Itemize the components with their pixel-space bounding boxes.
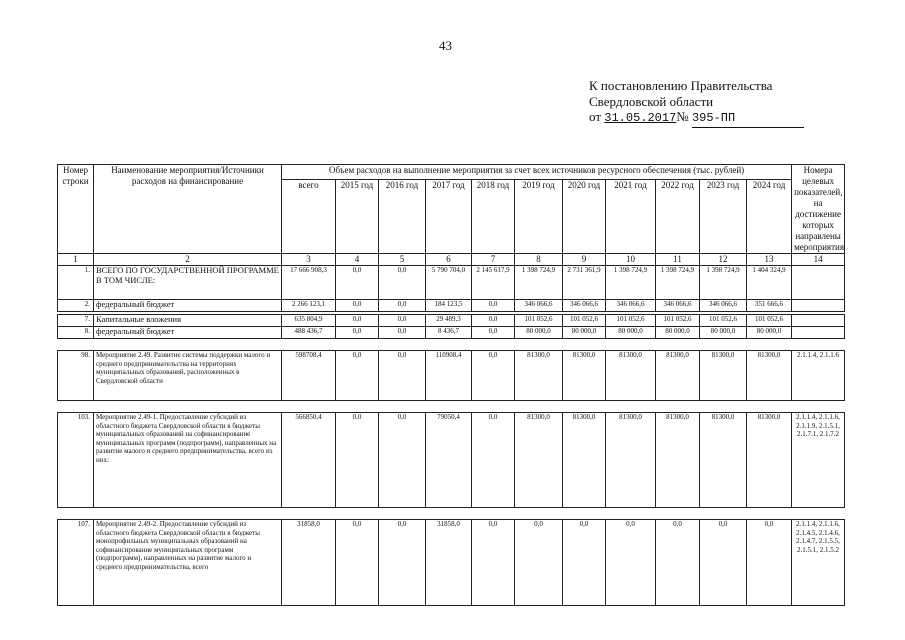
resolution-stamp — [589, 78, 804, 128]
value-cell: 31858,0 — [282, 520, 336, 606]
row-name: Мероприятие 2.49-1. Предоставление субсидий из областного бюджета Свердловской области в бюджеты муниципальных образований на софинансирование муниципальных программ (подпрограмм), направленных на развитие малого и среднего предпринимательства, всего из них: — [94, 413, 282, 508]
col-number: 12 — [700, 254, 747, 266]
col-number: 6 — [426, 254, 472, 266]
number-prefix: № — [676, 109, 692, 124]
value-cell: 101 052,6 — [563, 315, 606, 327]
value-cell: 0,0 — [379, 413, 426, 508]
value-cell: 0,0 — [336, 327, 379, 339]
value-cell: 0,0 — [472, 351, 515, 401]
header-year: 2017 год — [426, 180, 472, 254]
value-cell: 81300,0 — [606, 351, 656, 401]
col-number: 14 — [792, 254, 845, 266]
value-cell: 17 666 908,3 — [282, 266, 336, 300]
col-number: 9 — [563, 254, 606, 266]
row-number: 98. — [58, 351, 94, 401]
value-cell: 2 266 123,1 — [282, 300, 336, 312]
col-number: 3 — [282, 254, 336, 266]
value-cell: 635 804,9 — [282, 315, 336, 327]
value-cell: 101 052,6 — [606, 315, 656, 327]
value-cell: 184 123,5 — [426, 300, 472, 312]
value-cell: 101 052,6 — [515, 315, 563, 327]
row-name: Мероприятие 2.49-2. Предоставление субсидий из областного бюджета Свердловской области в бюджеты монопрофильных муниципальных образований на софинансирование муниципальных программ (подпрограмм), направленных на развитие малого и среднего предпринимательства, всего — [94, 520, 282, 606]
header-expenses: Объем расходов на выполнение мероприятия за счет всех источников ресурсного обеспечения (тыс. рублей) — [282, 165, 792, 180]
value-cell: 81300,0 — [656, 351, 700, 401]
col-number: 8 — [515, 254, 563, 266]
row-number: 8. — [58, 327, 94, 339]
col-number: 11 — [656, 254, 700, 266]
value-cell: 81300,0 — [515, 413, 563, 508]
col-number: 2 — [94, 254, 282, 266]
value-cell: 0,0 — [472, 327, 515, 339]
col-number: 1 — [58, 254, 94, 266]
resolution-date: 31.05.2017 — [604, 111, 677, 125]
col-number: 10 — [606, 254, 656, 266]
value-cell: 346 066,6 — [700, 300, 747, 312]
header-targets: Номера целевых показателей, на достижение которых направлены мероприятия — [792, 165, 845, 254]
value-cell: 1 398 724,9 — [656, 266, 700, 300]
value-cell: 346 066,6 — [563, 300, 606, 312]
header-year: 2024 год — [747, 180, 792, 254]
targets-cell — [792, 300, 845, 312]
row-number: 1. — [58, 266, 94, 300]
value-cell: 0,0 — [379, 266, 426, 300]
row-name: федеральный бюджет — [94, 300, 282, 312]
row-name: федеральный бюджет — [94, 327, 282, 339]
value-cell: 81300,0 — [656, 413, 700, 508]
value-cell: 101 052,6 — [747, 315, 792, 327]
col-number: 4 — [336, 254, 379, 266]
row-number: 103. — [58, 413, 94, 508]
row-number: 2. — [58, 300, 94, 312]
value-cell: 81300,0 — [515, 351, 563, 401]
value-cell: 2 145 617,9 — [472, 266, 515, 300]
header-year: 2019 год — [515, 180, 563, 254]
resolution-date-line — [589, 109, 804, 128]
value-cell: 110908,4 — [426, 351, 472, 401]
value-cell: 79050,4 — [426, 413, 472, 508]
value-cell: 346 066,6 — [656, 300, 700, 312]
row-name: Мероприятие 2.49. Развитие системы поддержки малого и среднего предпринимательства на территориях муниципальных образований, расположенных в Свердловской области — [94, 351, 282, 401]
value-cell: 0,0 — [379, 300, 426, 312]
targets-cell: 2.1.1.4, 2.1.1.6, 2.1.1.9, 2.1.5.1, 2.1.7.1, 2.1.7.2 — [792, 413, 845, 508]
value-cell: 2 731 361,9 — [563, 266, 606, 300]
value-cell: 101 052,6 — [700, 315, 747, 327]
row-number: 107. — [58, 520, 94, 606]
block4-table — [57, 412, 845, 508]
value-cell: 0,0 — [336, 520, 379, 606]
value-cell: 8 436,7 — [426, 327, 472, 339]
header-year: 2022 год — [656, 180, 700, 254]
value-cell: 81300,0 — [747, 351, 792, 401]
targets-cell — [792, 266, 845, 300]
value-cell: 0,0 — [747, 520, 792, 606]
value-cell: 0,0 — [472, 520, 515, 606]
block3-table — [57, 350, 845, 401]
header-year: 2021 год — [606, 180, 656, 254]
value-cell: 0,0 — [472, 315, 515, 327]
header-row-no: Номер строки — [58, 165, 94, 254]
page-number: 43 — [439, 38, 452, 53]
value-cell: 80 000,0 — [656, 327, 700, 339]
value-cell: 1 404 324,9 — [747, 266, 792, 300]
row-number: 7. — [58, 315, 94, 327]
value-cell: 81300,0 — [563, 413, 606, 508]
col-number: 5 — [379, 254, 426, 266]
value-cell: 0,0 — [563, 520, 606, 606]
header-total: всего — [282, 180, 336, 254]
value-cell: 0,0 — [336, 300, 379, 312]
value-cell: 80 000,0 — [515, 327, 563, 339]
value-cell: 80 000,0 — [606, 327, 656, 339]
targets-cell — [792, 315, 845, 327]
value-cell: 81300,0 — [606, 413, 656, 508]
value-cell: 598708,4 — [282, 351, 336, 401]
resolution-line1: К постановлению Правительства — [589, 78, 773, 93]
value-cell: 0,0 — [472, 300, 515, 312]
value-cell: 351 666,6 — [747, 300, 792, 312]
col-number: 7 — [472, 254, 515, 266]
targets-cell — [792, 327, 845, 339]
targets-cell: 2.1.1.4, 2.1.1.6 — [792, 351, 845, 401]
value-cell: 0,0 — [336, 266, 379, 300]
header-name: Наименование мероприятия/Источники расходов на финансирование — [94, 165, 282, 254]
targets-cell: 2.1.1.4, 2.1.1.6, 2.1.4.5, 2.1.4.6, 2.1.4.7, 2.1.5.5, 2.1.5.1, 2.1.5.2 — [792, 520, 845, 606]
header-year: 2023 год — [700, 180, 747, 254]
value-cell: 1 398 724,9 — [515, 266, 563, 300]
value-cell: 101 052,6 — [656, 315, 700, 327]
block5-table — [57, 519, 845, 606]
value-cell: 80 000,0 — [747, 327, 792, 339]
value-cell: 81300,0 — [563, 351, 606, 401]
value-cell: 0,0 — [336, 351, 379, 401]
value-cell: 0,0 — [515, 520, 563, 606]
block2-table — [57, 314, 845, 339]
header-year: 2016 год — [379, 180, 426, 254]
header-year: 2020 год — [563, 180, 606, 254]
value-cell: 0,0 — [379, 520, 426, 606]
value-cell: 29 489,3 — [426, 315, 472, 327]
header-year: 2015 год — [336, 180, 379, 254]
value-cell: 0,0 — [700, 520, 747, 606]
row-name: ВСЕГО ПО ГОСУДАРСТВЕННОЙ ПРОГРАММЕ В ТОМ ЧИСЛЕ: — [94, 266, 282, 300]
value-cell: 0,0 — [606, 520, 656, 606]
date-prefix: от — [589, 109, 605, 124]
value-cell: 346 066,6 — [606, 300, 656, 312]
value-cell: 0,0 — [379, 351, 426, 401]
value-cell: 5 790 704,0 — [426, 266, 472, 300]
resolution-number: 395-ПП — [692, 111, 804, 128]
value-cell: 346 066,6 — [515, 300, 563, 312]
value-cell: 80 000,0 — [700, 327, 747, 339]
value-cell: 80 000,0 — [563, 327, 606, 339]
value-cell: 0,0 — [379, 327, 426, 339]
row-name: Капитальные вложения — [94, 315, 282, 327]
value-cell: 0,0 — [472, 413, 515, 508]
resolution-line2: Свердловской области — [589, 93, 714, 109]
value-cell: 0,0 — [379, 315, 426, 327]
value-cell: 488 436,7 — [282, 327, 336, 339]
value-cell: 0,0 — [656, 520, 700, 606]
value-cell: 0,0 — [336, 413, 379, 508]
value-cell: 1 398 724,9 — [700, 266, 747, 300]
value-cell: 81300,0 — [700, 351, 747, 401]
col-number: 13 — [747, 254, 792, 266]
value-cell: 0,0 — [336, 315, 379, 327]
header-year: 2018 год — [472, 180, 515, 254]
value-cell: 81300,0 — [747, 413, 792, 508]
value-cell: 31858,0 — [426, 520, 472, 606]
value-cell: 81300,0 — [700, 413, 747, 508]
value-cell: 566850,4 — [282, 413, 336, 508]
header-table — [57, 164, 845, 312]
value-cell: 1 398 724,9 — [606, 266, 656, 300]
